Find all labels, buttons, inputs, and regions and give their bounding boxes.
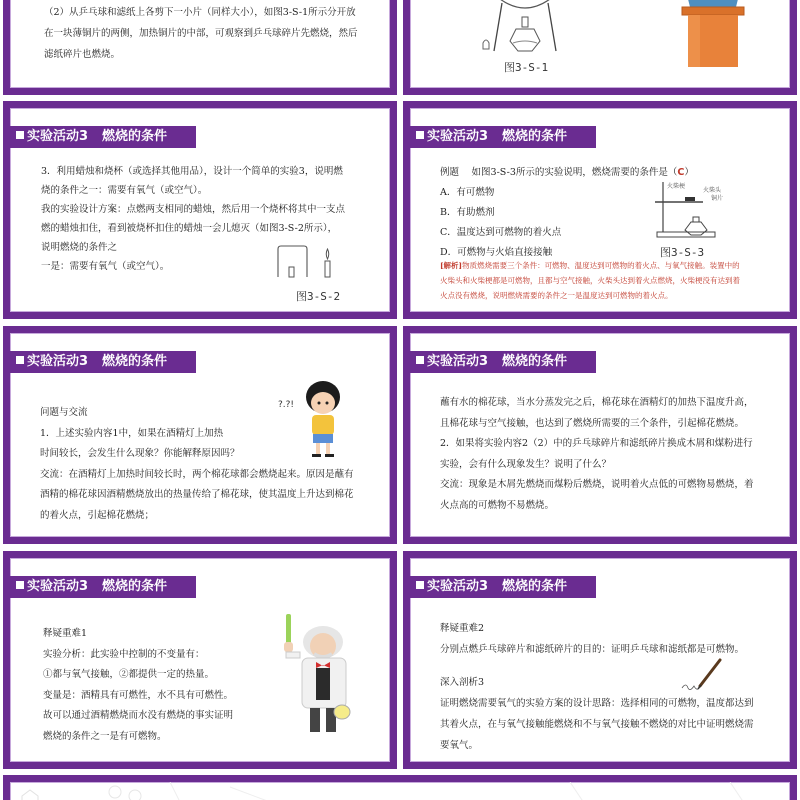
slide-body — [440, 393, 797, 516]
analysis-text: 物质燃烧需要三个条件：可燃物、温度达到可燃物的着火点、与氧气接触。装置中的 — [462, 261, 740, 270]
text-line: 说明燃烧的条件之 — [41, 242, 118, 253]
option-a: A．有可燃物 — [440, 187, 495, 198]
slide-clarify-difficulty-1 — [3, 551, 397, 769]
option-b: B．有助燃剂 — [440, 207, 495, 218]
slide-example-question — [403, 101, 797, 319]
banner-title: 燃烧的条件 — [502, 579, 568, 594]
slide-body — [41, 162, 396, 276]
text-line: 深入剖析3 — [440, 677, 485, 688]
scientist-illustration — [278, 612, 358, 737]
square-bullet-icon — [16, 131, 24, 139]
banner-title: 燃烧的条件 — [502, 354, 568, 369]
text-line — [440, 660, 797, 672]
slide-experiment-step2 — [3, 0, 397, 95]
section-banner — [410, 576, 596, 598]
slide-body — [440, 618, 797, 756]
svg-text:火柴梗: 火柴梗 — [667, 183, 686, 190]
text-line: 2．如果将实验内容2（2）中的乒乓球碎片和滤纸碎片换成木屑和煤粉进行 — [440, 438, 753, 449]
text-line: 燃烧的条件之一是有可燃物。 — [43, 730, 167, 742]
text-line: 交流：在酒精灯上加热时间较长时，两个棉花球都会燃烧起来。原因是蘸有 — [40, 468, 354, 480]
svg-text:火柴头: 火柴头 — [703, 187, 722, 194]
banner-prefix: 实验活动3 — [427, 354, 489, 369]
text-line: 燃的蜡烛扣住，看到被烧杯扣住的蜡烛一会儿熄灭（如图3-S-2所示）， — [41, 223, 338, 234]
analysis-tag: [解析] — [440, 261, 463, 270]
text-line: 时间较长，会发生什么现象？你能解释原因吗？ — [40, 448, 240, 459]
slide-next-partial — [3, 775, 797, 800]
text-line: 要氧气。 — [440, 740, 479, 751]
candle-beaker-figure — [276, 245, 341, 278]
analysis-line: 火柴头和火柴梗都是可燃物，且都与空气接触，火柴头达到着火点燃烧，火柴梗没有达到着 — [440, 276, 740, 285]
text-line: 释疑重难1 — [43, 628, 88, 639]
square-bullet-icon — [16, 581, 24, 589]
text-line: 滤纸碎片也燃烧。 — [44, 49, 121, 60]
text-line: 3．利用蜡烛和烧杯（或选择其他用品），设计一个简单的实验3，说明燃 — [41, 166, 343, 177]
banner-title: 燃烧的条件 — [502, 129, 568, 144]
figure-caption: 图3-S-3 — [660, 246, 705, 259]
section-banner — [10, 351, 196, 373]
section-banner — [10, 126, 196, 148]
text-line: 一是：需要有氧气（或空气）。 — [41, 261, 170, 272]
slide-exchange-continued — [403, 326, 797, 544]
analysis-line: 火点没有燃烧，说明燃烧需要的条件之一是温度达到可燃物的着火点。 — [440, 291, 673, 300]
section-banner — [410, 351, 596, 373]
option-c: C．温度达到可燃物的着火点 — [440, 227, 562, 238]
text-line: 故可以通过酒精燃烧而水没有燃烧的事实证明 — [43, 710, 234, 721]
text-line: 释疑重难2 — [440, 623, 485, 634]
svg-text:?.?!: ?.?! — [278, 400, 295, 410]
svg-text:铜片: 铜片 — [711, 195, 724, 202]
square-bullet-icon — [416, 131, 424, 139]
question-suffix: ） — [684, 167, 694, 178]
analysis-block — [440, 258, 797, 303]
square-bullet-icon — [16, 356, 24, 364]
square-bullet-icon — [416, 356, 424, 364]
flower-pot-figure — [678, 0, 748, 69]
text-line: 变量是：酒精具有可燃性，水不具有可燃性。 — [43, 689, 234, 701]
option-d: D．可燃物与火焰直接接触 — [440, 247, 553, 258]
text-line: 实验，会有什么现象发生？说明了什么？ — [440, 458, 612, 470]
alcohol-lamp-tripod-figure — [480, 0, 570, 54]
question-prefix: 例题 如图3-S-3所示的实验说明，燃烧需要的条件是（ — [440, 167, 678, 178]
slide-candle-experiment — [3, 101, 397, 319]
thinking-boy-illustration — [278, 379, 348, 459]
square-bullet-icon — [416, 581, 424, 589]
text-line: 分别点燃乒乓球碎片和滤纸碎片的目的：证明乒乓球和滤纸都是可燃物。 — [440, 644, 745, 655]
banner-prefix: 实验活动3 — [427, 129, 489, 144]
fountain-pen-icon — [680, 658, 725, 693]
banner-title: 燃烧的条件 — [102, 354, 168, 369]
answer-letter: C — [677, 167, 685, 178]
text-line: （2）从乒乓球和滤纸上各剪下一小片（同样大小），如图3-S-1所示分开放 — [44, 7, 356, 18]
banner-title: 燃烧的条件 — [102, 129, 168, 144]
text-line: 1．上述实验内容1中，如果在酒精灯上加热 — [40, 427, 224, 439]
section-banner — [10, 576, 196, 598]
text-line: 其着火点，在与氧气接触能燃烧和不与氧气接触不燃烧的对比中证明燃烧需 — [440, 719, 754, 730]
slide-body — [44, 2, 394, 65]
analysis-line — [440, 258, 797, 273]
slide-figure-3-S-1 — [403, 0, 797, 95]
text-line: ①都与氧气接触，②都提供一定的热量。 — [43, 669, 215, 680]
match-copper-figure — [655, 180, 745, 238]
figure-caption: 图3-S-2 — [296, 290, 341, 303]
text-line: 烧的条件之一：需要有氧气（或空气）。 — [41, 185, 208, 196]
banner-title: 燃烧的条件 — [102, 579, 168, 594]
text-line: 且棉花球与空气接触，也达到了燃烧所需要的三个条件，引起棉花燃烧。 — [440, 417, 745, 429]
text-line: 蘸有水的棉花球，当水分蒸发完之后，棉花球在酒精灯的加热下温度升高， — [440, 397, 754, 408]
text-line: 问题与交流 — [40, 407, 88, 418]
text-line: 交流：现象是木屑先燃烧而煤粉后燃烧，说明着火点低的可燃物易燃烧，着 — [440, 479, 754, 490]
text-line: 火点高的可燃物不易燃烧。 — [440, 499, 555, 511]
slide-question-exchange — [3, 326, 397, 544]
section-banner — [410, 126, 596, 148]
text-line: 在一块薄铜片的两侧，加热铜片的中部，可观察到乒乓球碎片先燃烧，然后 — [44, 28, 358, 39]
text-line: 我的实验设计方案：点燃两支相同的蜡烛，然后用一个烧杯将其中一支点 — [41, 204, 346, 215]
slide-clarify-difficulty-2 — [403, 551, 797, 769]
banner-prefix: 实验活动3 — [27, 579, 89, 594]
text-line: 酒精的棉花球因酒精燃烧放出的热量传给了棉花球，使其温度上升达到棉花 — [40, 489, 354, 500]
text-line: 的着火点，引起棉花燃烧； — [40, 509, 155, 521]
banner-prefix: 实验活动3 — [427, 579, 489, 594]
text-line: 实验分析：此实验中控制的不变量有： — [43, 648, 205, 660]
banner-prefix: 实验活动3 — [27, 354, 89, 369]
figure-caption: 图3-S-1 — [504, 61, 549, 74]
slide-body — [43, 624, 273, 747]
banner-prefix: 实验活动3 — [27, 129, 89, 144]
text-line: 证明燃烧需要氧气的实验方案的设计思路：选择相同的可燃物，温度都达到 — [440, 698, 754, 709]
molecule-background-pattern — [10, 782, 797, 800]
